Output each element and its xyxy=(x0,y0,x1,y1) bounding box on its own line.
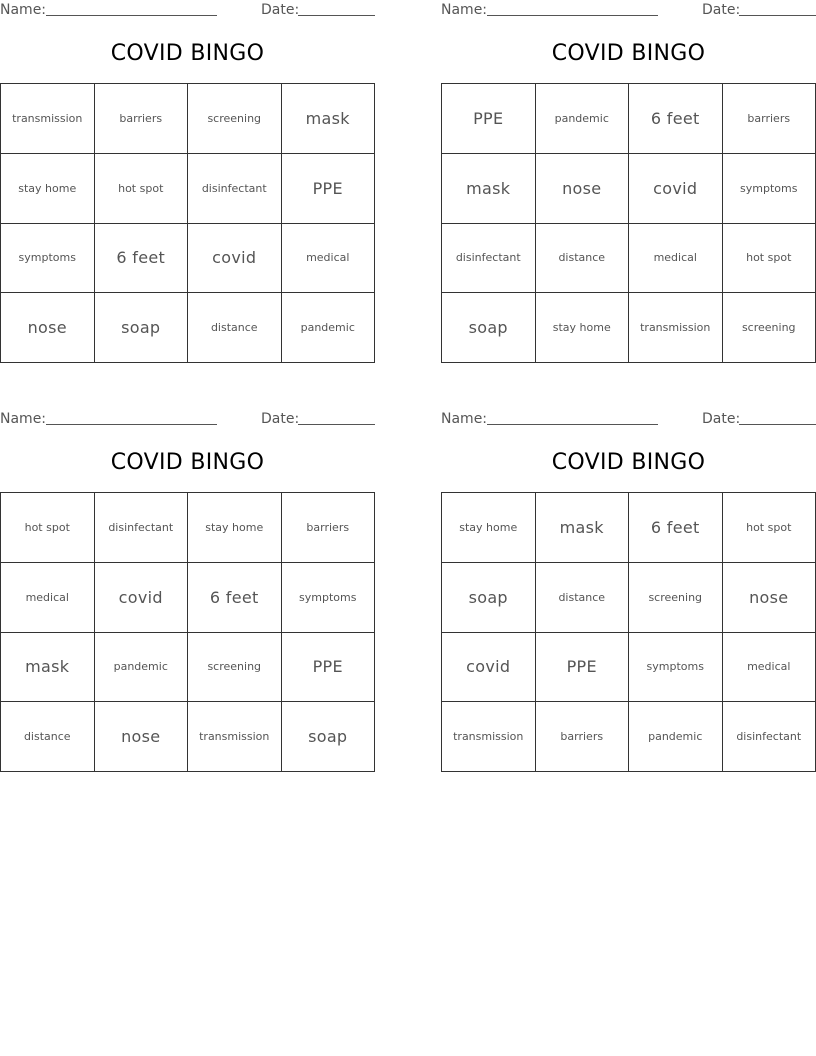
bingo-cell[interactable]: soap xyxy=(442,293,536,363)
date-blank-line[interactable] xyxy=(739,424,816,425)
date-blank-line[interactable] xyxy=(298,424,375,425)
bingo-cell[interactable]: covid xyxy=(188,224,282,294)
name-label: Name: xyxy=(441,411,488,427)
name-label: Name: xyxy=(441,2,488,18)
bingo-cell[interactable]: nose xyxy=(95,702,189,772)
bingo-cell[interactable]: barriers xyxy=(95,84,189,154)
name-date-line xyxy=(441,0,816,22)
bingo-cell[interactable]: nose xyxy=(1,293,95,363)
bingo-cell[interactable]: disinfectant xyxy=(188,154,282,224)
date-blank-line[interactable] xyxy=(739,15,816,16)
bingo-cell[interactable]: pandemic xyxy=(95,633,189,703)
card-title: COVID BINGO xyxy=(110,450,265,475)
bingo-cell[interactable]: distance xyxy=(188,293,282,363)
bingo-cell[interactable]: covid xyxy=(442,633,536,703)
bingo-cell[interactable]: covid xyxy=(95,563,189,633)
bingo-cell[interactable]: disinfectant xyxy=(723,702,816,772)
date-label: Date: xyxy=(261,2,300,18)
bingo-cell[interactable]: barriers xyxy=(723,84,816,154)
bingo-cell[interactable]: symptoms xyxy=(723,154,816,224)
bingo-cell[interactable]: disinfectant xyxy=(95,493,189,563)
name-blank-line[interactable] xyxy=(46,424,217,425)
card-title: COVID BINGO xyxy=(551,450,706,475)
date-label: Date: xyxy=(261,411,300,427)
bingo-cell[interactable]: nose xyxy=(536,154,630,224)
bingo-cell[interactable]: transmission xyxy=(629,293,723,363)
name-label: Name: xyxy=(0,411,47,427)
bingo-cell[interactable]: hot spot xyxy=(723,493,816,563)
bingo-cell[interactable]: pandemic xyxy=(282,293,376,363)
bingo-cell[interactable]: PPE xyxy=(442,84,536,154)
name-blank-line[interactable] xyxy=(487,424,658,425)
card-title: COVID BINGO xyxy=(551,41,706,66)
bingo-cell[interactable]: mask xyxy=(1,633,95,703)
name-blank-line[interactable] xyxy=(46,15,217,16)
bingo-cell[interactable]: symptoms xyxy=(629,633,723,703)
bingo-cell[interactable]: distance xyxy=(536,224,630,294)
bingo-cell[interactable]: screening xyxy=(723,293,816,363)
bingo-cell[interactable]: screening xyxy=(188,633,282,703)
bingo-cell[interactable]: symptoms xyxy=(1,224,95,294)
bingo-cell[interactable]: 6 feet xyxy=(629,493,723,563)
bingo-cell[interactable]: 6 feet xyxy=(95,224,189,294)
bingo-cell[interactable]: distance xyxy=(536,563,630,633)
bingo-cell[interactable]: 6 feet xyxy=(629,84,723,154)
bingo-cell[interactable]: PPE xyxy=(282,633,376,703)
bingo-cell[interactable]: screening xyxy=(188,84,282,154)
bingo-cell[interactable]: transmission xyxy=(442,702,536,772)
bingo-card-1 xyxy=(0,0,375,338)
date-label: Date: xyxy=(702,2,741,18)
bingo-cell[interactable]: transmission xyxy=(188,702,282,772)
bingo-grid xyxy=(0,83,375,363)
bingo-grid xyxy=(441,492,816,772)
bingo-cell[interactable]: mask xyxy=(442,154,536,224)
bingo-cell[interactable]: 6 feet xyxy=(188,563,282,633)
bingo-cell[interactable]: covid xyxy=(629,154,723,224)
bingo-cell[interactable]: mask xyxy=(536,493,630,563)
bingo-cell[interactable]: soap xyxy=(442,563,536,633)
name-label: Name: xyxy=(0,2,47,18)
bingo-cell[interactable]: symptoms xyxy=(282,563,376,633)
date-blank-line[interactable] xyxy=(298,15,375,16)
bingo-cell[interactable]: stay home xyxy=(442,493,536,563)
bingo-cell[interactable]: medical xyxy=(1,563,95,633)
bingo-cell[interactable]: medical xyxy=(723,633,816,703)
date-label: Date: xyxy=(702,411,741,427)
bingo-cell[interactable]: disinfectant xyxy=(442,224,536,294)
bingo-cell[interactable]: medical xyxy=(629,224,723,294)
bingo-cell[interactable]: mask xyxy=(282,84,376,154)
bingo-card-4 xyxy=(441,409,816,744)
card-title: COVID BINGO xyxy=(110,41,265,66)
bingo-cell[interactable]: transmission xyxy=(1,84,95,154)
bingo-cell[interactable]: hot spot xyxy=(723,224,816,294)
bingo-cell[interactable]: soap xyxy=(95,293,189,363)
bingo-cell[interactable]: medical xyxy=(282,224,376,294)
bingo-cell[interactable]: barriers xyxy=(536,702,630,772)
bingo-cell[interactable]: hot spot xyxy=(95,154,189,224)
bingo-card-3 xyxy=(0,409,375,747)
bingo-cell[interactable]: PPE xyxy=(536,633,630,703)
bingo-cell[interactable]: stay home xyxy=(188,493,282,563)
bingo-cell[interactable]: hot spot xyxy=(1,493,95,563)
bingo-cell[interactable]: barriers xyxy=(282,493,376,563)
bingo-cell[interactable]: stay home xyxy=(536,293,630,363)
bingo-cell[interactable]: PPE xyxy=(282,154,376,224)
bingo-cell[interactable]: stay home xyxy=(1,154,95,224)
bingo-cell[interactable]: distance xyxy=(1,702,95,772)
name-date-line xyxy=(0,0,375,22)
name-blank-line[interactable] xyxy=(487,15,658,16)
bingo-cell[interactable]: pandemic xyxy=(536,84,630,154)
name-date-line xyxy=(441,409,816,431)
name-date-line xyxy=(0,409,375,431)
bingo-grid xyxy=(0,492,375,772)
bingo-card-2 xyxy=(441,0,816,338)
bingo-grid xyxy=(441,83,816,363)
bingo-cell[interactable]: pandemic xyxy=(629,702,723,772)
bingo-cell[interactable]: soap xyxy=(282,702,376,772)
bingo-cell[interactable]: nose xyxy=(723,563,816,633)
bingo-cell[interactable]: screening xyxy=(629,563,723,633)
